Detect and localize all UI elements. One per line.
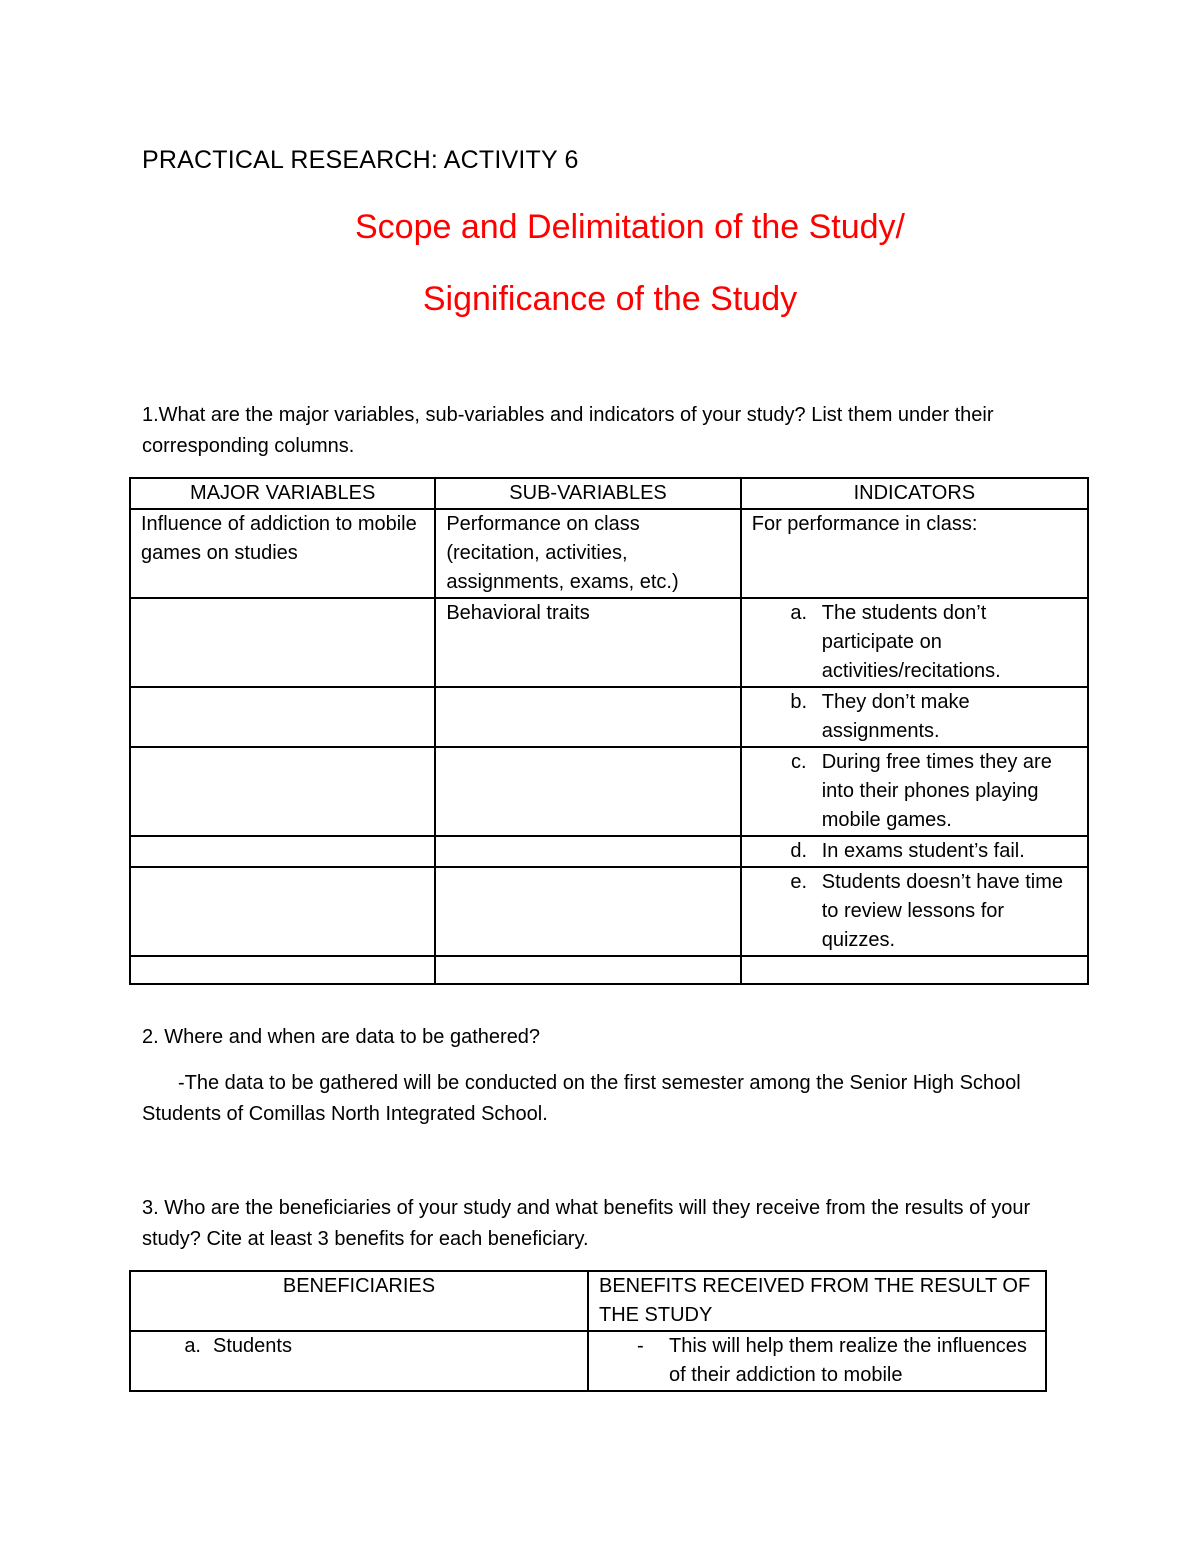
major-variable-cell bbox=[130, 867, 435, 956]
table-row bbox=[130, 598, 1088, 687]
beneficiary-text: Students bbox=[213, 1335, 292, 1357]
benefit-dash: - bbox=[636, 1335, 644, 1357]
table-row bbox=[130, 747, 1088, 836]
beneficiary-cell bbox=[130, 1331, 588, 1391]
sub-variable-cell: Behavioral traits bbox=[435, 598, 740, 687]
benefit-cell bbox=[588, 1331, 1046, 1391]
answer-2: -The data to be gathered will be conducted on the first semester among the Senior High School Students of Comillas North Integrated School. bbox=[142, 1072, 1021, 1125]
table-row bbox=[130, 956, 1088, 984]
question-2: 2. Where and when are data to be gathered? bbox=[142, 1026, 541, 1048]
indicator-cell bbox=[741, 747, 1088, 836]
course-title: PRACTICAL RESEARCH: ACTIVITY 6 bbox=[142, 146, 579, 174]
indicator-text: The students don’t participate on activities/recitations. bbox=[821, 602, 1001, 682]
indicator-cell bbox=[741, 867, 1088, 956]
table-row bbox=[130, 687, 1088, 747]
indicator-letter: c. bbox=[790, 751, 807, 773]
table-header-row bbox=[130, 478, 1088, 509]
sub-variable-cell bbox=[435, 836, 740, 867]
beneficiary-letter: a. bbox=[184, 1335, 201, 1357]
indicator-letter: a. bbox=[790, 602, 808, 624]
table-row bbox=[130, 509, 1088, 598]
beneficiaries-table bbox=[129, 1270, 1047, 1392]
major-variable-cell bbox=[130, 747, 435, 836]
indicator-cell bbox=[741, 836, 1088, 867]
indicator-text: They don’t make assignments. bbox=[821, 691, 970, 742]
indicator-text: During free times they are into their phones playing mobile games. bbox=[821, 751, 1052, 831]
major-variable-cell bbox=[130, 598, 435, 687]
indicator-cell bbox=[741, 687, 1088, 747]
question-3: 3. Who are the beneficiaries of your study and what benefits will they receive from the results of your study? Cite at least 3 benefits for each beneficiary. bbox=[142, 1197, 1031, 1250]
table-header-row bbox=[130, 1271, 1046, 1331]
indicator-cell: For performance in class: bbox=[741, 509, 1088, 598]
column-header-sub: SUB-VARIABLES bbox=[435, 478, 740, 509]
indicator-letter: d. bbox=[790, 840, 808, 862]
question-1: 1.What are the major variables, sub-variables and indicators of your study? List them under their corresponding columns. bbox=[142, 404, 994, 457]
main-title-line2: Significance of the Study bbox=[422, 280, 798, 318]
sub-variable-cell bbox=[435, 687, 740, 747]
main-title-line1: Scope and Delimitation of the Study/ bbox=[355, 208, 905, 246]
sub-variable-cell bbox=[435, 956, 740, 984]
indicator-text: In exams student’s fail. bbox=[821, 840, 1025, 862]
sub-variable-cell: Performance on class (recitation, activities, assignments, exams, etc.) bbox=[435, 509, 740, 598]
major-variable-cell: Influence of addiction to mobile games on studies bbox=[130, 509, 435, 598]
benefit-text: This will help them realize the influences of their addiction to mobile bbox=[668, 1335, 1027, 1386]
column-header-beneficiaries: BENEFICIARIES bbox=[130, 1271, 588, 1331]
sub-variable-cell bbox=[435, 867, 740, 956]
major-variable-cell bbox=[130, 687, 435, 747]
indicator-letter: b. bbox=[790, 691, 808, 713]
column-header-indicators: INDICATORS bbox=[741, 478, 1088, 509]
column-header-major: MAJOR VARIABLES bbox=[130, 478, 435, 509]
indicator-text: Students doesn’t have time to review lessons for quizzes. bbox=[821, 871, 1063, 951]
indicator-cell bbox=[741, 956, 1088, 984]
table-row bbox=[130, 1331, 1046, 1391]
sub-variable-cell bbox=[435, 747, 740, 836]
table-row bbox=[130, 836, 1088, 867]
variables-table bbox=[129, 477, 1089, 985]
indicator-letter: e. bbox=[790, 871, 808, 893]
column-header-benefits: BENEFITS RECEIVED FROM THE RESULT OF THE STUDY bbox=[588, 1271, 1046, 1331]
major-variable-cell bbox=[130, 836, 435, 867]
major-variable-cell bbox=[130, 956, 435, 984]
indicator-cell bbox=[741, 598, 1088, 687]
table-row bbox=[130, 867, 1088, 956]
